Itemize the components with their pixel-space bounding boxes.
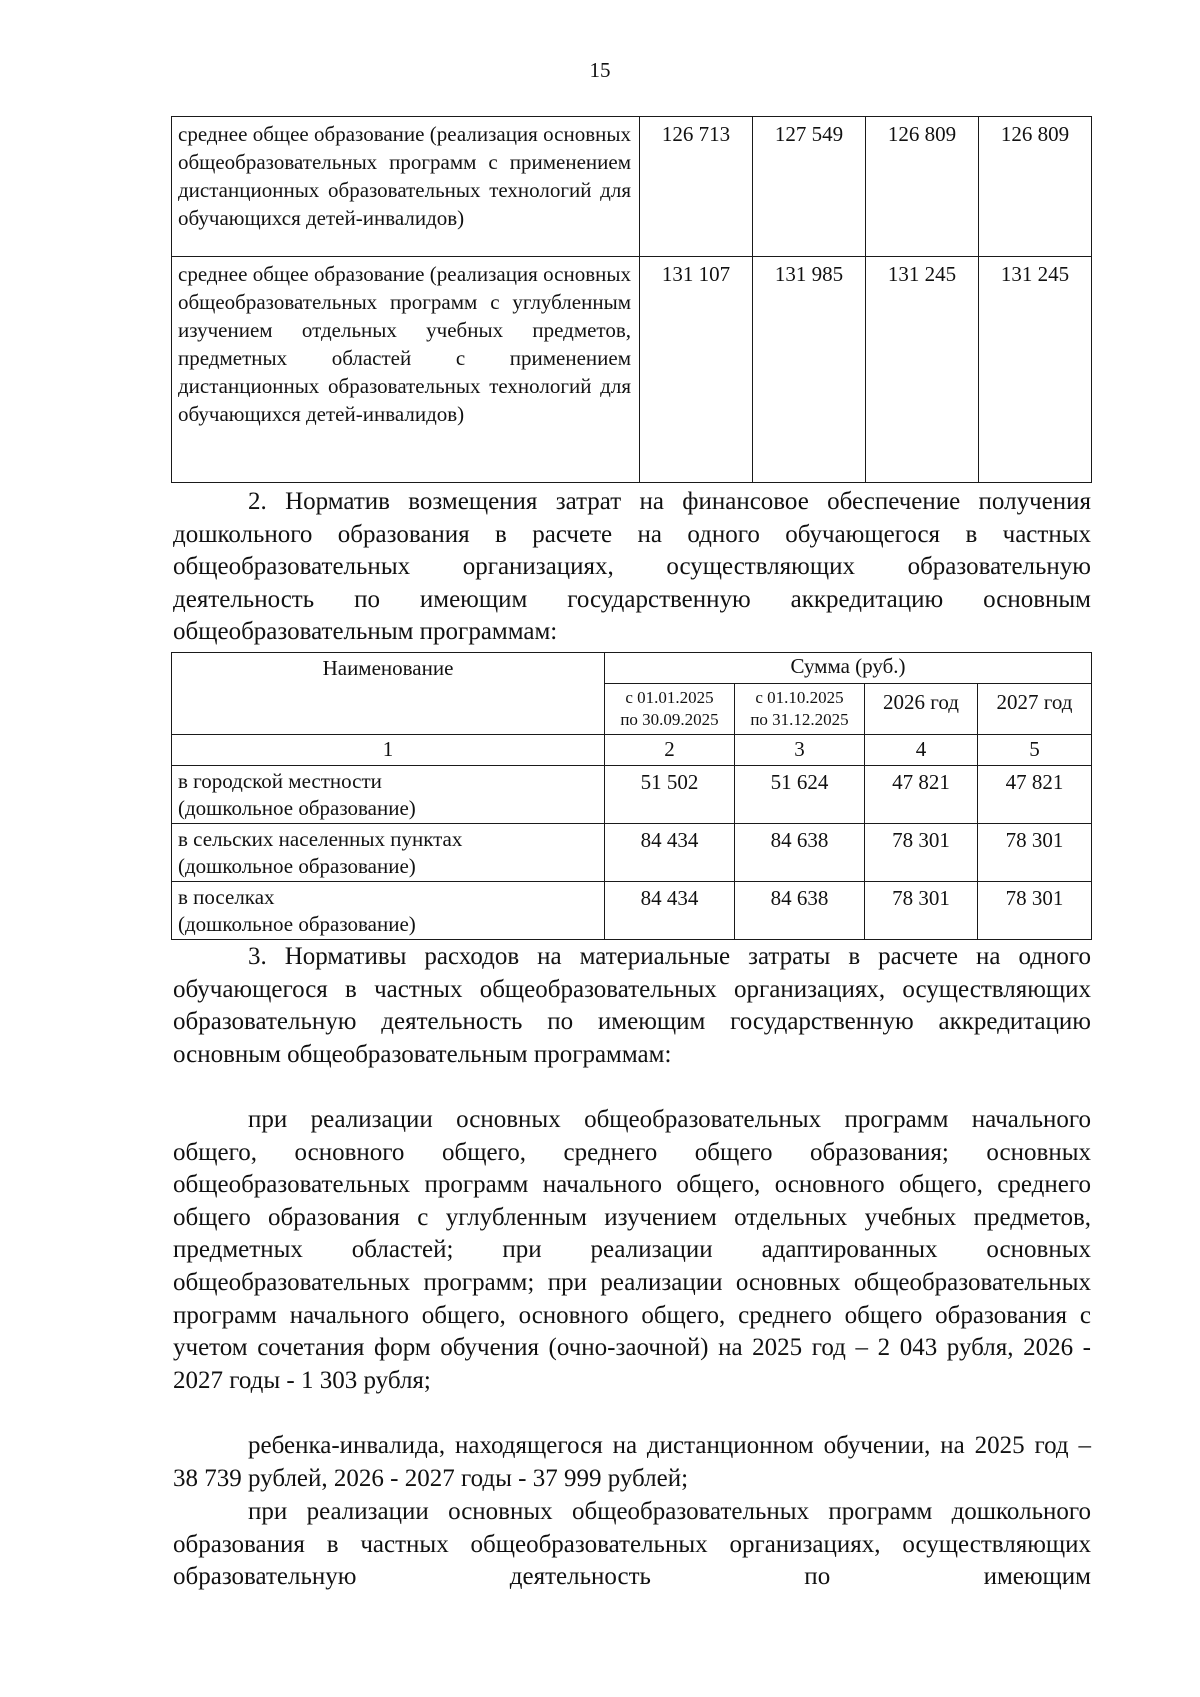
column-index: 4 xyxy=(865,735,978,766)
row-name: в поселках (дошкольное образование) xyxy=(172,882,605,940)
table-row xyxy=(172,117,1092,257)
value-cell: 126 809 xyxy=(866,117,979,257)
section-3-item-1 xyxy=(173,1104,1091,1397)
value-cell: 84 638 xyxy=(735,824,865,882)
value-cell: 127 549 xyxy=(753,117,866,257)
row-name: в городской местности (дошкольное образование) xyxy=(172,766,605,824)
period-2-start: с 01.10.2025 xyxy=(755,688,844,707)
header-year-2026: 2026 год xyxy=(865,684,978,735)
section-3-item-1-text: при реализации основных общеобразовательных программ начального общего, основного общего, среднего общего образования; основных общеобразовательных программ начального общего, основного общего, среднего общего образования с углубленным изучением отдельных учебных предметов, предметных областей; при реализации адаптированных основных общеобразовательных программ; при реализации основных общеобразовательных программ начального общего, основного общего, среднего общего образования с учетом сочетания форм обучения (очно-заочной) на 2025 год – 2 043 рубля, 2026 - 2027 годы - 1 303 рубля; xyxy=(173,1106,1091,1394)
column-index: 3 xyxy=(735,735,865,766)
continuation-table xyxy=(171,116,1092,483)
table-row xyxy=(172,257,1092,483)
value-cell: 126 713 xyxy=(640,117,753,257)
period-2-end: по 31.12.2025 xyxy=(750,710,849,729)
row-name: среднее общее образование (реализация основных общеобразовательных программ с углубленным изучением отдельных учебных предметов, предметных областей с применением дистанционных образовательных технологий для обучающихся детей-инвалидов) xyxy=(172,257,640,483)
value-cell: 131 245 xyxy=(866,257,979,483)
value-cell: 84 638 xyxy=(735,882,865,940)
value-cell: 51 624 xyxy=(735,766,865,824)
section-2-paragraph xyxy=(173,486,1091,649)
period-1-end: по 30.09.2025 xyxy=(620,710,719,729)
column-index: 2 xyxy=(605,735,735,766)
table-row xyxy=(172,766,1092,824)
header-period-1 xyxy=(605,684,735,735)
value-cell: 131 107 xyxy=(640,257,753,483)
table-row xyxy=(172,882,1092,940)
section-2-text: 2. Норматив возмещения затрат на финансовое обеспечение получения дошкольного образования в расчете на одного обучающегося в частных общеобразовательных организациях, осуществляющих образовательную деятельность по имеющим государственную аккредитацию основным общеобразовательным программам: xyxy=(173,488,1091,646)
section-3-item-2-text: ребенка-инвалида, находящегося на дистанционном обучении, на 2025 год – 38 739 рублей, 2026 - 2027 годы - 37 999 рублей; xyxy=(173,1432,1091,1492)
value-cell: 84 434 xyxy=(605,882,735,940)
header-name: Наименование xyxy=(172,653,605,735)
value-cell: 78 301 xyxy=(865,882,978,940)
page-number: 15 xyxy=(589,58,611,82)
section-3-item-3-text: при реализации основных общеобразовательных программ дошкольного образования в частных общеобразовательных организациях, осуществляющих образовательную деятельность по имеющим xyxy=(173,1498,1091,1591)
row-name: среднее общее образование (реализация основных общеобразовательных программ с применением дистанционных образовательных технологий для обучающихся детей-инвалидов) xyxy=(172,117,640,257)
value-cell: 78 301 xyxy=(978,882,1092,940)
index-row xyxy=(172,735,1092,766)
section-3-intro xyxy=(173,941,1091,1071)
header-year-2027: 2027 год xyxy=(978,684,1092,735)
value-cell: 78 301 xyxy=(978,824,1092,882)
period-1-start: с 01.01.2025 xyxy=(625,688,714,707)
section-3-intro-text: 3. Нормативы расходов на материальные затраты в расчете на одного обучающегося в частных общеобразовательных организациях, осуществляющих образовательную деятельность по имеющим государственную аккредитацию основным общеобразовательным программам: xyxy=(173,943,1091,1068)
table-row xyxy=(172,824,1092,882)
value-cell: 131 985 xyxy=(753,257,866,483)
value-cell: 126 809 xyxy=(979,117,1092,257)
value-cell: 78 301 xyxy=(865,824,978,882)
column-index: 1 xyxy=(172,735,605,766)
norm-table xyxy=(171,652,1092,940)
row-name: в сельских населенных пунктах (дошкольное образование) xyxy=(172,824,605,882)
value-cell: 131 245 xyxy=(979,257,1092,483)
value-cell: 47 821 xyxy=(978,766,1092,824)
column-index: 5 xyxy=(978,735,1092,766)
section-3-item-3 xyxy=(173,1496,1091,1594)
header-sum: Сумма (руб.) xyxy=(605,653,1092,684)
section-3-item-2 xyxy=(173,1430,1091,1495)
value-cell: 84 434 xyxy=(605,824,735,882)
header-period-2 xyxy=(735,684,865,735)
value-cell: 51 502 xyxy=(605,766,735,824)
value-cell: 47 821 xyxy=(865,766,978,824)
